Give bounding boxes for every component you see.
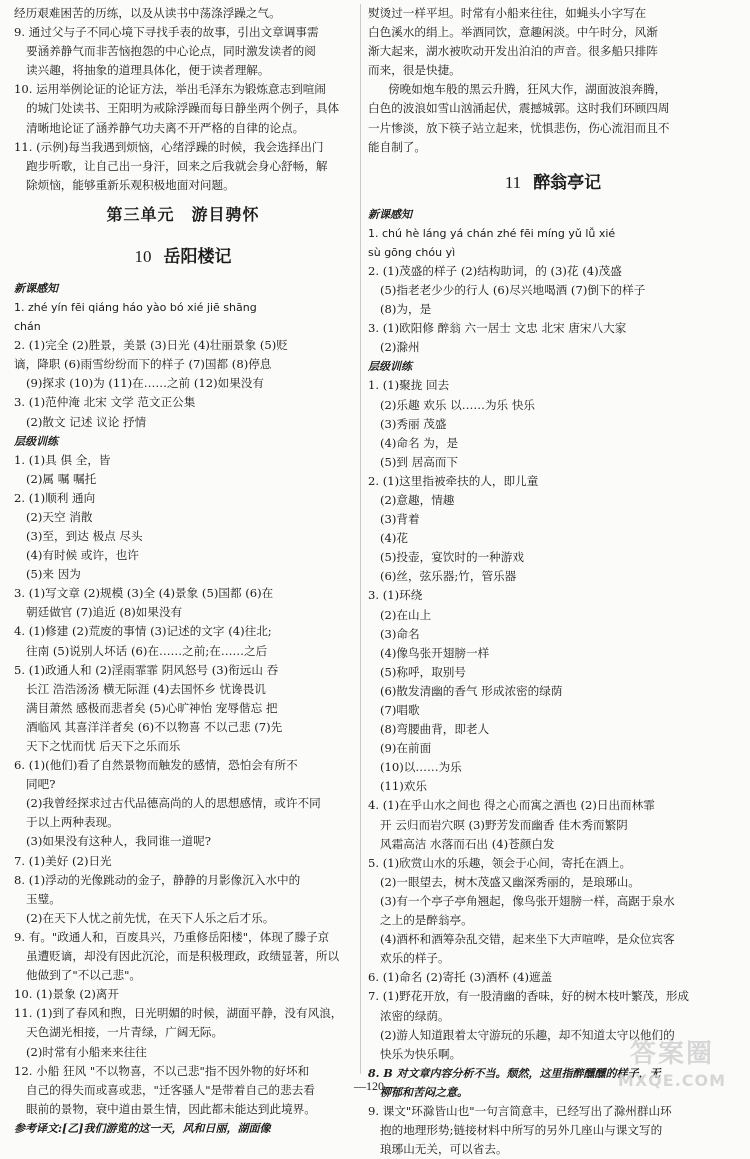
text-line: 白色的波浪如雪山汹涌起伏，震撼城郭。这时我们环顾四周: [368, 101, 670, 116]
text-line: 5. (1)欣赏山水的乐趣，领会于心间，寄托在酒上。: [368, 855, 632, 870]
section-heading-level: 层级训练: [368, 360, 412, 374]
text-line: 除烦恼，能够重新乐观积极地面对问题。: [26, 177, 235, 192]
text-line: 11. (1)到了春风和煦，日光明媚的时候，湖面平静，没有风浪，: [14, 1006, 343, 1021]
text-line: 于以上两种表现。: [26, 815, 119, 830]
text-line: 10. (1)景象 (2)离开: [14, 987, 120, 1002]
text-line: 快乐为快乐啊。: [380, 1046, 462, 1061]
section-heading-new: 新课感知: [368, 207, 412, 221]
text-line: (2)在天下人忧之前先忧，在天下人乐之后才乐。: [26, 910, 275, 925]
text-line: (5)指老老少少的行人 (6)尽兴地喝酒 (7)倒下的样子: [380, 283, 646, 298]
text-line: 浓密的绿荫。: [380, 1008, 450, 1023]
lesson-number: 10: [134, 246, 152, 266]
text-line: 6. (1)命名 (2)寄托 (3)酒杯 (4)遮盖: [368, 970, 553, 985]
text-line: (2)我曾经探求过古代品德高尚的人的思想感情，或许不同: [26, 796, 321, 811]
text-line: 白色溪水的绢上。举酒同饮，意趣闲淡。中午时分，风渐: [368, 25, 658, 40]
text-line: (3)如果没有这种人，我同谁一道呢?: [26, 834, 211, 849]
text-line: (2)意趣，情趣: [380, 492, 455, 507]
text-line: (6)丝，弦乐器;竹，管乐器: [380, 569, 517, 584]
text-line: 开 云归而岩穴暝 (3)野芳发而幽香 佳木秀而繁阴: [380, 817, 628, 832]
text-line: 琅琊山无关，可以省去。: [380, 1142, 508, 1157]
lesson-name: 岳阳楼记: [163, 246, 232, 267]
text-line: (3)背着: [380, 512, 420, 527]
text-line: 柳郁和苦闷之意。: [380, 1085, 468, 1099]
text-line: 11. (示例)每当我遇到烦恼，心绪浮躁的时候，我会选择出门: [14, 139, 324, 154]
lesson-title: [14, 235, 352, 279]
text-line: 一片惨淡，放下筷子站立起来，忧惧悲伤，伤心流泪而且不: [368, 120, 670, 135]
text-line: 3. (1)欧阳修 醉翁 六一居士 文忠 北宋 唐宋八大家: [368, 321, 627, 336]
text-line: 5. (1)政通人和 (2)淫雨霏霏 阴风怒号 (3)衔远山 吞: [14, 662, 279, 677]
text-line: 往南 (5)说别人坏话 (6)在……之前;在……之后: [26, 643, 268, 658]
text-line: 2. (1)茂盛的样子 (2)结构助词，的 (3)花 (4)茂盛: [368, 263, 622, 278]
text-line: (4)有时候 或许，也许: [26, 548, 139, 563]
page-number: —120—: [354, 1079, 396, 1093]
text-line: (3)秀丽 茂盛: [380, 416, 447, 431]
text-line: (7)唱歌: [380, 703, 420, 717]
right-column: [368, 4, 738, 1159]
text-line: 渐大起来，湖水被吹动开发出泊泊的声音。很多船只排阵: [368, 44, 658, 59]
text-line: 1. zhé yín fēi qiáng háo yào bó xié jiē shāng: [14, 300, 257, 314]
text-line: 熨烫过一样平坦。时常有小船来往往，如蝇头小字写在: [368, 6, 647, 20]
text-line: 读兴趣，将抽象的道理具体化，便于读者理解。: [26, 63, 270, 78]
text-line: 4. (1)在乎山水之间也 得之心而寓之酒也 (2)日出而林霏: [368, 798, 655, 813]
text-line: 同吧?: [26, 777, 56, 792]
text-line: 自己的得失而或喜或悲，"迁客骚人"是带着自己的悲去看: [26, 1082, 315, 1097]
text-line: (2)在山上: [380, 607, 432, 622]
text-line: 能自制了。: [368, 139, 426, 154]
text-line: 长江 浩浩汤汤 横无际涯 (4)去国怀乡 忧谗畏讥: [26, 681, 266, 696]
text-line: 1. (1)聚拢 回去: [368, 378, 450, 393]
text-line: chán: [14, 320, 41, 334]
text-line: 朝廷做官 (7)追近 (8)如果没有: [26, 605, 183, 620]
text-line: (2)时常有小船来来往往: [26, 1044, 147, 1059]
text-line: 2. (1)完全 (2)胜景，美景 (3)日光 (4)壮丽景象 (5)贬: [14, 338, 288, 353]
unit-title: 第三单元 游目骋怀: [106, 204, 260, 224]
text-line: 3. (1)写文章 (2)规模 (3)全 (4)景象 (5)国都 (6)在: [14, 586, 274, 601]
text-line: 风霜高洁 水落而石出 (4)苍颜白发: [380, 836, 555, 851]
text-line: 清晰地论证了涵养静气功夫离不开严格的自律的论点。: [26, 120, 305, 135]
text-line: (4)花: [380, 531, 409, 546]
text-line: (9)探求 (10)为 (11)在……之前 (12)如果没有: [26, 376, 265, 391]
text-line: (10)以……为乐: [380, 760, 462, 775]
text-line: 抱的地理形势;链接材料中所写的另外几座山与课文写的: [380, 1123, 663, 1138]
text-line: 9. 有。"政通人和，百废具兴，乃重修岳阳楼"，体现了滕子京: [14, 929, 330, 944]
text-line: (5)来 因为: [26, 567, 81, 582]
text-line: 之上的是醉翁亭。: [380, 913, 473, 928]
text-line: (9)在前面: [380, 741, 432, 756]
text-line: (4)命名 为，是: [380, 435, 459, 450]
text-line: 9. 通过父与子不同心境下寻找手表的故事，引出文章调事需: [14, 25, 319, 40]
text-line: (5)称呼，取别号: [380, 664, 466, 679]
text-line: 6. (1)(他们)看了自然景物而触发的感情，恐怕会有所不: [14, 758, 298, 773]
text-line: (5)到 居高而下: [380, 454, 459, 469]
text-line: 4. (1)修建 (2)荒废的事情 (3)记述的文字 (4)往北;: [14, 624, 272, 639]
text-line: 2. (1)顺利 通向: [14, 490, 96, 505]
text-line: (2)乐趣 欢乐 以……为乐 快乐: [380, 397, 536, 412]
text-line: sù gōng chóu yì: [368, 245, 456, 259]
text-line: (2)天空 消散: [26, 509, 93, 524]
text-line: (3)命名: [380, 626, 420, 641]
lesson-number: 11: [504, 172, 522, 192]
text-line: 经历艰难困苦的历练，以及从读书中荡涤浮躁之气。: [14, 6, 281, 20]
text-line: 酒临风 其喜洋洋者矣 (6)不以物喜 不以己悲 (7)先: [26, 719, 283, 734]
text-line: 要涵养静气而非苦恼抱怨的中心论点，同时激发读者的阅: [26, 44, 316, 59]
text-line: (2)属 嘱 嘱托: [26, 471, 97, 486]
reference-translation: 参考译文:[乙]我们游览的这一天，风和日丽，湖面像: [14, 1121, 271, 1135]
lesson-name: 醉翁亭记: [533, 172, 602, 193]
left-column: [14, 4, 352, 1138]
text-line: 3. (1)环绕: [368, 588, 423, 603]
text-line: (4)像鸟张开翅膀一样: [380, 645, 490, 660]
text-line: (4)酒杯和酒筹杂乱交错，起来坐下大声喧哗，是众位宾客: [380, 932, 675, 947]
text-line: (5)投壶，宴饮时的一种游戏: [380, 550, 524, 565]
section-heading-level: 层级训练: [14, 434, 58, 448]
text-line: 跑步听歌，让自己出一身汗，回来之后我就会身心舒畅，解: [26, 158, 328, 173]
text-line: (2)散文 记述 议论 抒情: [26, 414, 147, 429]
text-line: 7. (1)野花开放，有一股清幽的香味，好的树木枝叶繁茂，形成: [368, 989, 690, 1004]
text-line: 7. (1)美好 (2)日光: [14, 853, 112, 868]
text-line: 8. (1)浮动的光像跳动的金子，静静的月影像沉入水中的: [14, 872, 301, 887]
text-line: (2)一眼望去，树木茂盛又幽深秀丽的，是琅琊山。: [380, 874, 640, 889]
text-line: 谪，降职 (6)雨雪纷纷而下的样子 (7)国都 (8)停息: [14, 357, 272, 372]
text-line: (2)游人知道跟着太守游玩的乐趣，却不知道太守以他们的: [380, 1027, 675, 1042]
text-line: 12. 小船 狂风 "不以物喜，不以己悲"指不因外物的好坏和: [14, 1063, 310, 1078]
text-line: 他做到了"不以己悲"。: [26, 968, 142, 983]
text-line: 2. (1)这里指被牵扶的人，即儿童: [368, 473, 539, 488]
text-line: 天下之忧而忧 后天下之乐而乐: [26, 739, 181, 753]
text-line: 1. (1)具 俱 全，皆: [14, 452, 111, 467]
text-line: 8. B 对文章内容分析不当。颓然，这里指醉醺醺的样子，无: [368, 1066, 661, 1080]
text-line: 而来，很是快捷。: [368, 63, 461, 78]
text-line: 满目萧然 感极而悲者矣 (5)心旷神怡 宠辱偕忘 把: [26, 700, 278, 715]
text-line: 天色湖光相接，一片青绿，广阔无际。: [26, 1025, 224, 1040]
watermark-domain: MXQE.COM: [617, 1071, 727, 1090]
watermark-logo: [602, 1038, 742, 1100]
text-line: 1. chú hè láng yá chán zhé fēi míng yǔ lǚ xié: [368, 226, 616, 240]
lesson-title: [368, 161, 738, 205]
text-line: 3. (1)范仲淹 北宋 文学 范文正公集: [14, 395, 196, 410]
text-line: (2)滁州: [380, 340, 420, 355]
text-line: 10. 运用举例论证的论证方法，举出毛泽东为锻炼意志到喧闹: [14, 82, 326, 97]
text-line: 玉璧。: [26, 891, 61, 906]
text-line: (8)弯腰曲背，即老人: [380, 722, 490, 737]
text-line: 的城门处读书、王阳明为戒除浮躁而每日静坐两个例子，具体: [26, 101, 340, 116]
text-line: (11)欢乐: [380, 779, 427, 794]
watermark-text: 答案圈: [629, 1039, 714, 1069]
text-line: (3)有一个亭子亭角翘起，像鸟张开翅膀一样，高踞于泉水: [380, 893, 675, 908]
text-line: 9. 课文"环滁皆山也"一句言简意丰，已经写出了滁州群山环: [368, 1103, 672, 1118]
text-line: 傍晚如炮车般的黑云升腾，狂风大作，湖面波浪奔腾，: [388, 82, 667, 97]
text-line: 欢乐的样子。: [380, 951, 450, 966]
text-line: (8)为，是: [380, 302, 432, 317]
section-heading-new: 新课感知: [14, 281, 58, 295]
text-line: 眼前的景物，衰中道由景生情，因此都未能达到此境界。: [26, 1101, 316, 1116]
text-line: 虽遭贬谪，却没有因此沉沦，而是积极理政，政绩显著，所以: [26, 949, 340, 964]
text-line: (3)至，到达 极点 尽头: [26, 528, 143, 543]
text-line: (6)散发清幽的香气 形成浓密的绿荫: [380, 683, 563, 698]
